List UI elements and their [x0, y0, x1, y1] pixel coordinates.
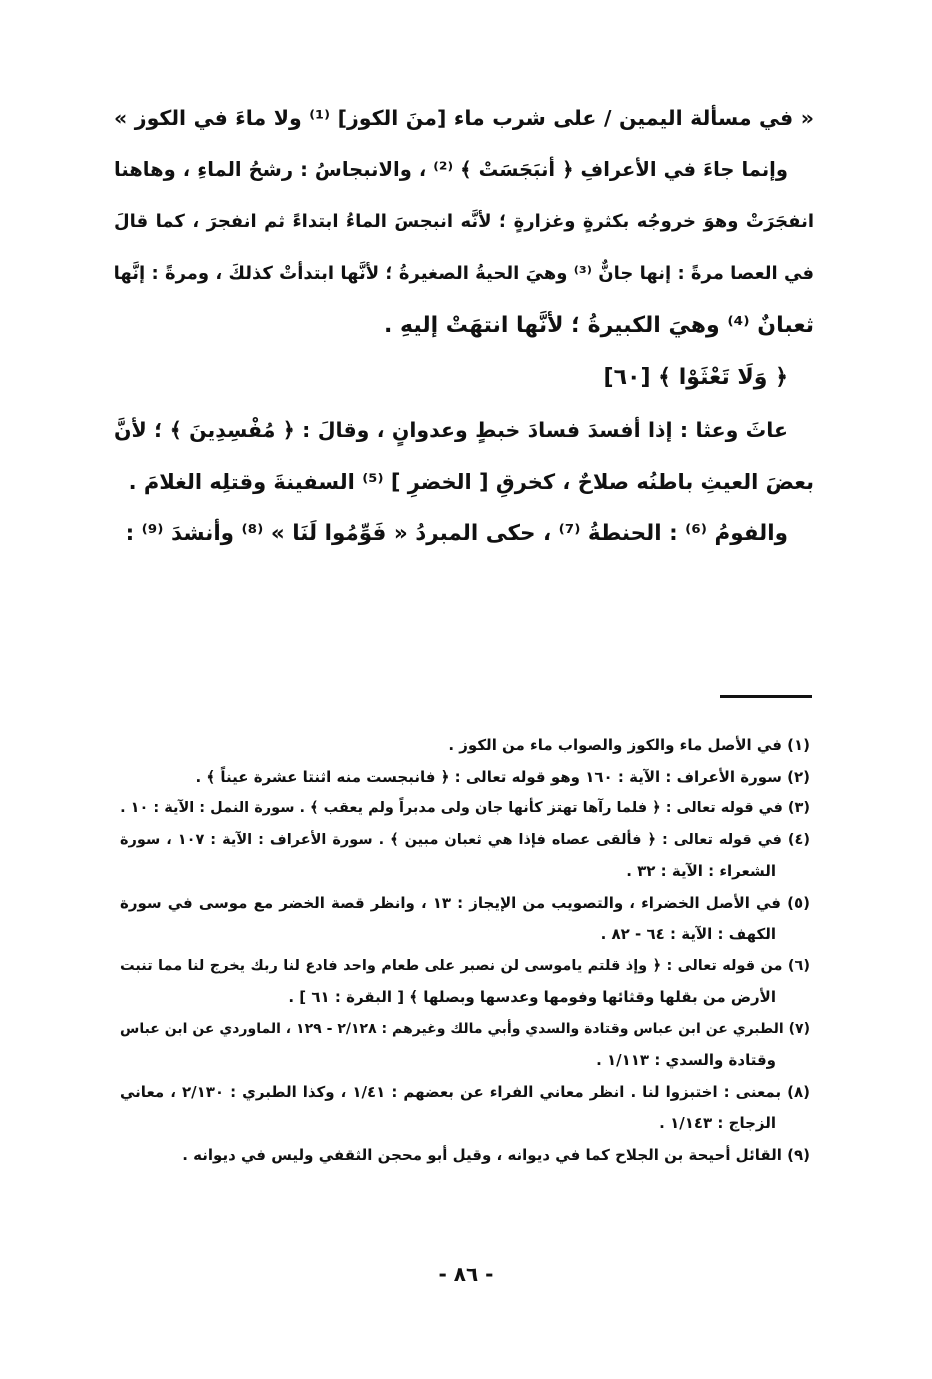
footnote-line: (٤) في قوله تعالى : ﴿ فألقى عصاه فإذا هي ثعبان مبين ﴾ . سورة الأعراف : الآية : ١٠٧ ، سورة [120, 831, 810, 848]
footnote-line: الزجاج : ١/١٤٣ . [659, 1114, 776, 1132]
main-text-line: وإنما جاءَ في الأعرافِ ﴿ أنبَجَسَتْ ﴾ ⁽²⁾ ، والانبجاسُ : رشحُ الماءِ ، وهاهنا [114, 158, 788, 181]
footnote-line: الكهف : الآية : ٦٤ - ٨٢ . [600, 925, 776, 943]
main-text-line: « في مسألة اليمين / على شرب ماء [منَ الكوز] ⁽¹⁾ ولا ماءَ في الكوز » [114, 106, 814, 130]
footnote-line: (٥) في الأصل الخضراء ، والتصويب من الإيجاز : ١٣ ، وانظر قصة الخضر مع موسى في سورة [120, 893, 810, 912]
page-number: - ٨٦ - [438, 1262, 494, 1286]
footnote-line: (٦) من قوله تعالى : ﴿ وإذ قلتم ياموسى لن نصبر على طعام واحد فادع لنا ربك يخرج لنا مما تنبت [120, 957, 810, 974]
footnotes-block [120, 730, 810, 1171]
footnote-line: (٢) سورة الأعراف : الآية : ١٦٠ وهو قوله تعالى : ﴿ فانبجست منه اثنتا عشرة عيناً ﴾ . [195, 767, 810, 786]
footnote-line: (٧) الطبري عن ابن عباس وقتادة والسدي وأبي مالك وغيرهم : ٢/١٢٨ - ١٢٩ ، الماوردي عن ابن عباس [120, 1020, 810, 1037]
footnote-divider [720, 695, 812, 698]
main-text-line: عاثَ وعثا : إذا أفسدَ فسادَ خبطٍ وعدوانٍ ، وقالَ : ﴿ مُفْسِدِينَ ﴾ ؛ لأنَّ [114, 418, 788, 442]
verse-heading: ﴿ وَلَا تَعْثَوْا ﴾ [٦٠] [603, 365, 788, 390]
footnote-line: الشعراء : الآية : ٣٢ . [626, 862, 776, 880]
footnote-line: (١) في الأصل ماء والكوز والصواب ماء من الكوز . [448, 736, 810, 754]
main-text-line: انفجَرَتْ وهوَ خروجُه بكثرةٍ وغزارةٍ ؛ لأنَّه انبجسَ الماءُ ابتداءً ثم انفجرَ ، كما قالَ [114, 211, 814, 232]
footnote-line: الأرض من بقلها وقثائها وفومها وعدسها وبصلها ﴾ [ البقرة : ٦١ ] . [288, 988, 776, 1006]
footnote-line: (٣) في قوله تعالى : ﴿ فلما رآها تهتز كأنها جان ولى مدبراً ولم يعقب ﴾ . سورة النمل : الآية : ١٠ . [120, 800, 810, 816]
main-text-line: في العصا مرةً : إنها جانٌّ ⁽³⁾ وهيَ الحيةُ الصغيرةُ ؛ لأنَّها ابتدأتْ كذلكَ ، ومرةً : إنَّها [114, 263, 814, 284]
main-text-block [114, 92, 814, 560]
footnote-line: (٨) بمعنى : اختبزوا لنا . انظر معاني الفراء عن بعضهم : ١/٤١ ، وكذا الطبري : ٢/١٣٠ ، معاني [120, 1082, 810, 1101]
main-text-line: والفومُ ⁽⁶⁾ : الحنطةُ ⁽⁷⁾ ، حكى المبردُ « فَوِّمُوا لَنَا » ⁽⁸⁾ وأنشدَ ⁽⁹⁾ : [125, 521, 788, 546]
footnote-line: (٩) القائل أحيحة بن الجلاح كما في ديوانه ، وقيل أبو محجن الثقفي وليس في ديوانه . [182, 1145, 810, 1164]
main-text-line: ثعبانٌ ⁽⁴⁾ وهيَ الكبيرةُ ؛ لأنَّها انتهَتْ إليهِ . [383, 313, 814, 338]
main-text-line: بعضَ العيثِ باطنُه صلاحٌ ، كخرقِ [ الخضرِ ] ⁽⁵⁾ السفينةَ وقتلِه الغلامَ . [128, 470, 814, 494]
footnote-line: وقتادة والسدي : ١/١١٣ . [596, 1051, 776, 1069]
